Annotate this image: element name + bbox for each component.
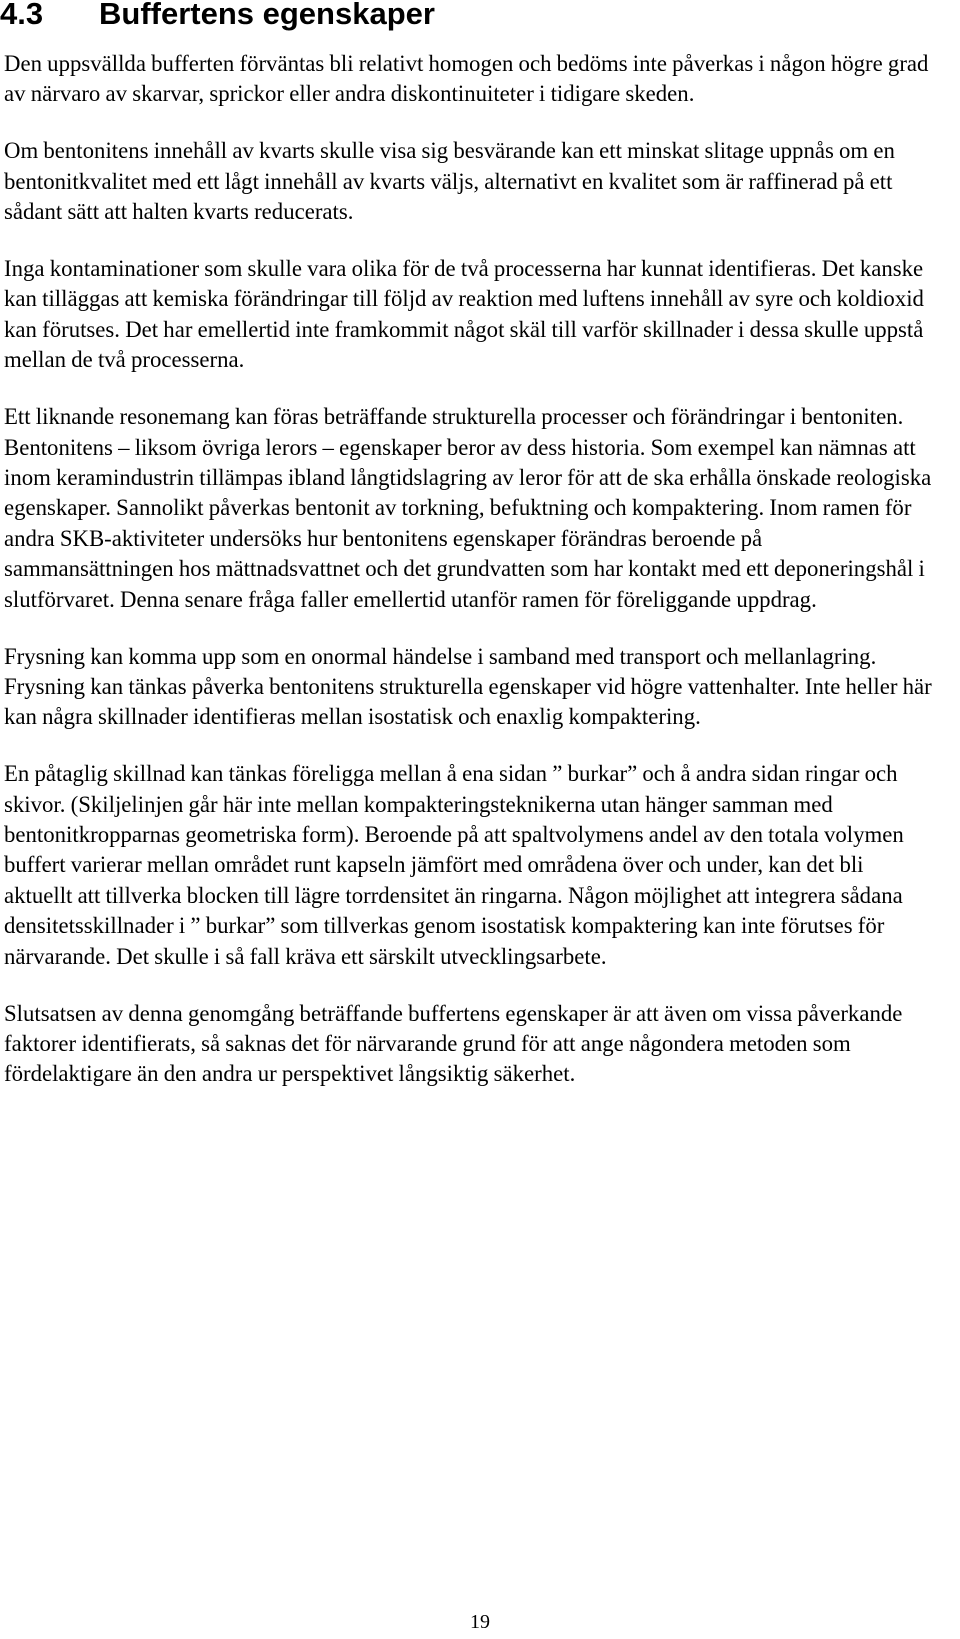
- section-title: Buffertens egenskaper: [99, 0, 435, 31]
- section-number: 4.3: [0, 0, 44, 31]
- paragraph: Frysning kan komma upp som en onormal händelse i samband med transport och mellanlagring. Frysning kan tänkas påverka bentonitens strukturella egenskaper vid högre vattenhalter. Inte heller här kan några skillnader identifieras mellan isostatisk och enaxlig kompaktering.: [4, 643, 932, 730]
- body-text: [4, 49, 932, 1116]
- page-number: 19: [470, 1611, 490, 1633]
- paragraph: Den uppsvällda bufferten förväntas bli relativt homogen och bedöms inte påverkas i någon högre grad av närvaro av skarvar, sprickor eller andra diskontinuiteter i tidigare skeden.: [4, 51, 929, 107]
- paragraph: En påtaglig skillnad kan tänkas föreligga mellan å ena sidan ” burkar” och å andra sidan ringar och skivor. (Skiljelinjen går här inte mellan kompakteringsteknikerna utan hänger samman med bentonitkropparnas geometriska form). Beroende på att spaltvolymens andel av den totala volymen buffert varierar mellan området runt kapseln jämfört med områdena över och under, kan det bli aktuellt att tillverka blocken till lägre torrdensitet än ringarna. Någon möjlighet att integrera sådana densitetsskillnader i ” burkar” som tillverkas genom isostatisk kompaktering kan inte förutses för närvarande. Det skulle i så fall kräva ett särskilt utvecklingsarbete.: [4, 761, 904, 969]
- paragraph: Ett liknande resonemang kan föras beträffande strukturella processer och förändringar i bentoniten. Bentonitens – liksom övriga lerors – egenskaper beror av dess historia. Som exempel kan nämnas att inom keramindustrin tillämpas ibland långtidslagring av leror för att de ska erhålla önskade reologiska egenskaper. Sannolikt påverkas bentonit av torkning, befuktning och kompaktering. Inom ramen för andra SKB-aktiviteter undersöks hur bentonitens egenskaper förändras beroende på sammansättningen hos mättnadsvattnet och det grundvatten som har kontakt med ett deponeringshål i slutförvaret. Denna senare fråga faller emellertid utanför ramen för föreliggande uppdrag.: [4, 404, 932, 612]
- paragraph: Inga kontaminationer som skulle vara olika för de två processerna har kunnat identifieras. Det kanske kan tilläggas att kemiska förändringar till följd av reaktion med luftens innehåll av syre och koldioxid kan förutses. Det har emellertid inte framkommit något skäl till varför skillnader i dessa skulle uppstå mellan de två processerna.: [4, 256, 924, 373]
- section-heading: [0, 0, 435, 32]
- paragraph: Slutsatsen av denna genomgång beträffande buffertens egenskaper är att även om vissa påverkande faktorer identifierats, så saknas det för närvarande grund för att ange någondera metoden som fördelaktigare än den andra ur perspektivet långsiktig säkerhet.: [4, 1000, 903, 1087]
- paragraph: Om bentonitens innehåll av kvarts skulle visa sig besvärande kan ett minskat slitage uppnås om en bentonitkvalitet med ett lågt innehåll av kvarts väljs, alternativt en kvalitet som är raffinerad på ett sådant sätt att halten kvarts reducerats.: [4, 138, 895, 225]
